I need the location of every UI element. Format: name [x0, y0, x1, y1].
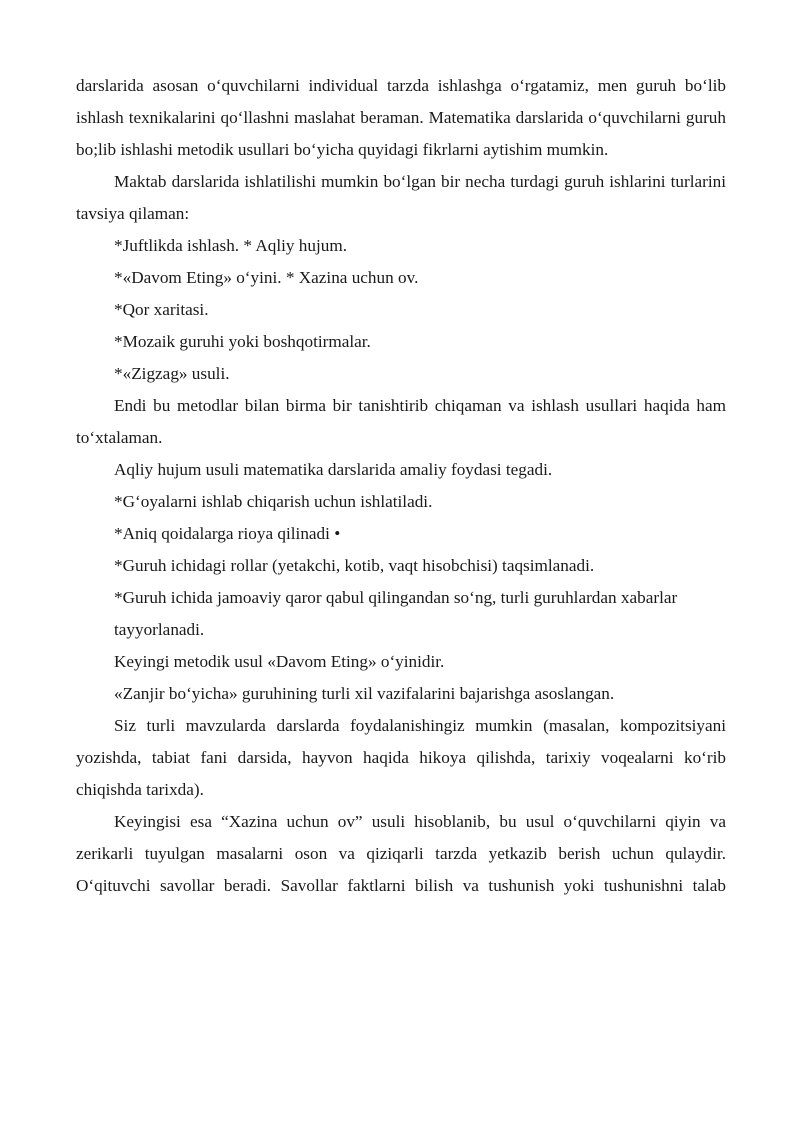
paragraph-topics: Siz turli mavzularda darslarda foydalanishingiz mumkin (masalan, kompozitsiyani yozishda, tabiat fani darsida, hayvon haqida hikoya qilishda, tarixiy voqealarni ko‘rib chiqishda tarixda). [76, 716, 726, 799]
paragraph-treasure-hunt: Keyingisi esa “Xazina uchun ov” usuli hisoblanib, bu usul o‘quvchilarni qiyin va zerikarli tuyulgan masalarni oson va qiziqarli tarzda yetkazib berish uchun qulaydir. O‘qituvchi savollar beradi. Savollar faktlarni bilish va tushunish yoki tushunishni talab [76, 812, 726, 895]
paragraph-introduce-methods: Endi bu metodlar bilan birma bir tanishtirib chiqaman va ishlash usullari haqida ham to‘xtalaman. [76, 396, 726, 447]
list-item: *G‘oyalarni ishlab chiqarish uchun ishlatiladi. [114, 492, 433, 511]
paragraph-recommend: Maktab darslarida ishlatilishi mumkin bo‘lgan bir necha turdagi guruh ishlarini turlarini tavsiya qilaman: [76, 172, 726, 223]
list-item: *«Davom Eting» o‘yini. * Xazina uchun ov. [114, 268, 419, 287]
list-item: *Juftlikda ishlash. * Aqliy hujum. [114, 236, 347, 255]
list-item: *Qor xaritasi. [114, 300, 209, 319]
list-item: *Aniq qoidalarga rioya qilinadi • [114, 524, 341, 543]
list-item: *«Zigzag» usuli. [114, 364, 230, 383]
document-body [76, 70, 726, 902]
list-item: *Mozaik guruhi yoki boshqotirmalar. [114, 332, 371, 351]
list-item: «Zanjir bo‘yicha» guruhining turli xil vazifalarini bajarishga asoslangan. [114, 684, 615, 703]
paragraph-intro: darslarida asosan o‘quvchilarni individual tarzda ishlashga o‘rgatamiz, men guruh bo‘lib ishlash texnikalarini qo‘llashni maslahat beraman. Matematika darslarida o‘quvchilarni guruh bo;lib ishlashi metodik usullari bo‘yicha quyidagi fikrlarni aytishim mumkin. [76, 76, 726, 159]
list-item: Keyingi metodik usul «Davom Eting» o‘yinidir. [114, 652, 445, 671]
list-item: *Guruh ichida jamoaviy qaror qabul qilingandan so‘ng, turli guruhlardan xabarlar tayyorlanadi. [114, 588, 678, 639]
list-item: Aqliy hujum usuli matematika darslarida amaliy foydasi tegadi. [114, 460, 553, 479]
list-item: *Guruh ichidagi rollar (yetakchi, kotib, vaqt hisobchisi) taqsimlanadi. [114, 556, 595, 575]
